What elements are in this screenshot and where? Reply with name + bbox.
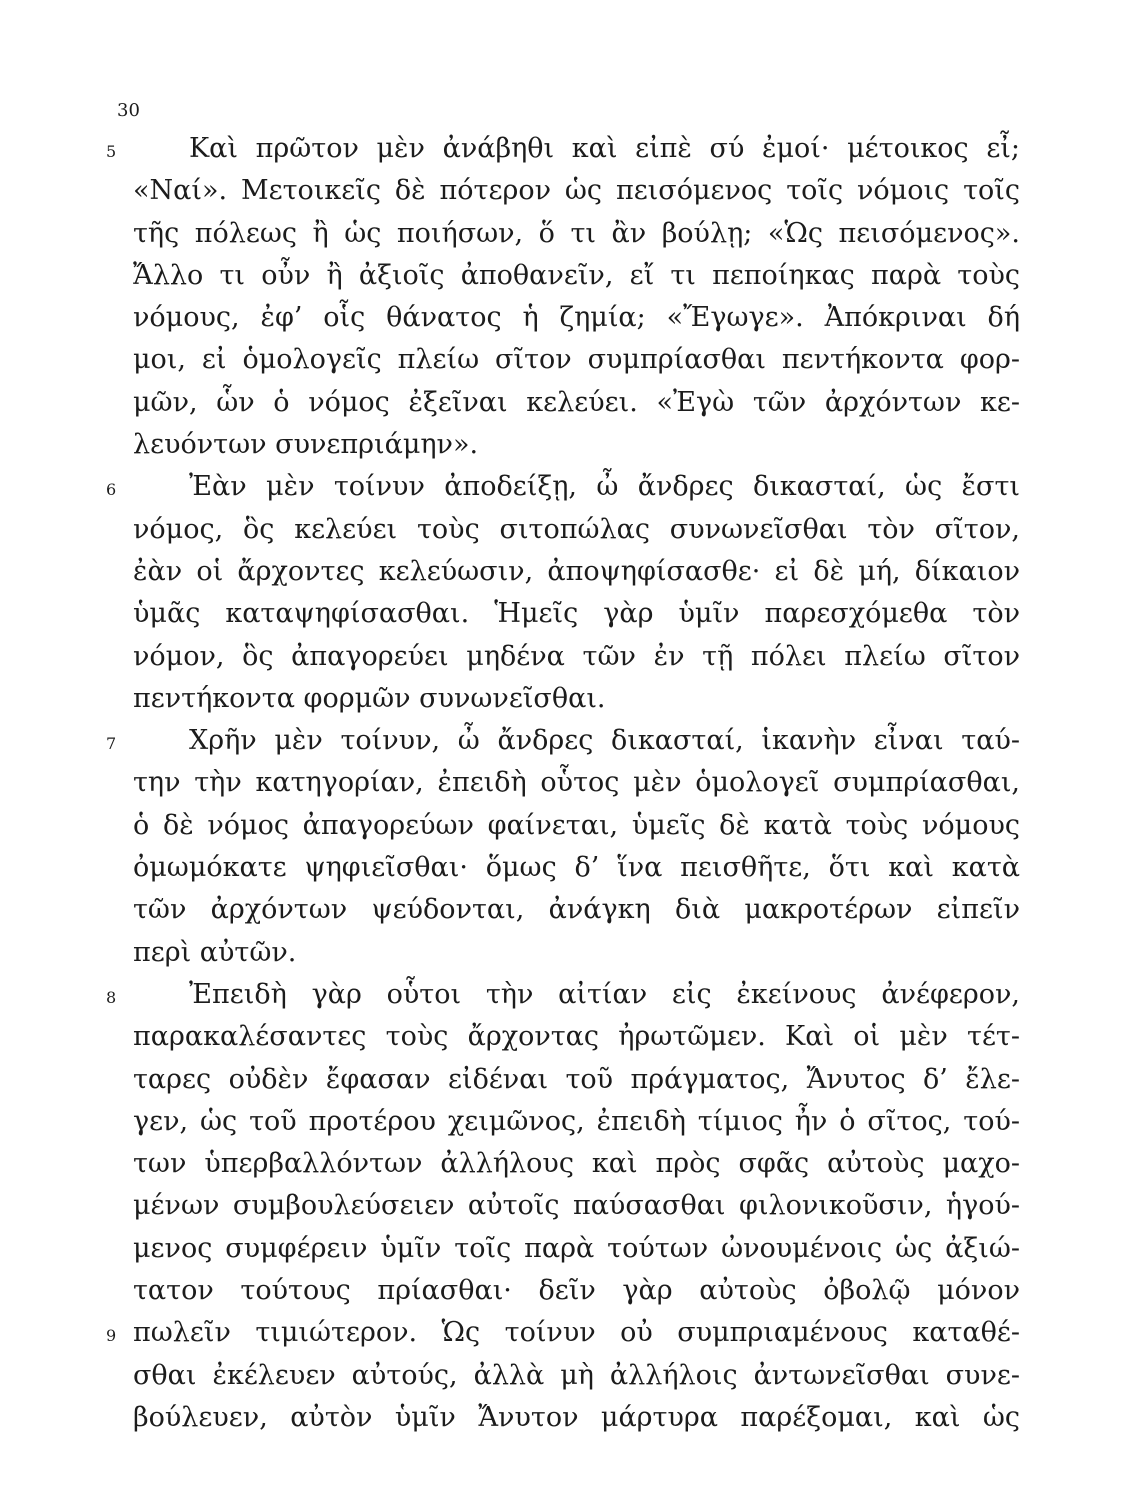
text-line: 9 πωλεῖν τιμιώτερον. Ὡς τοίνυν οὐ συμπριαμένους καταθέ-: [133, 1312, 1020, 1354]
section-number: 9: [106, 1326, 117, 1346]
text-line: πεντήκοντα φορμῶν συνωνεῖσθαι.: [133, 682, 606, 714]
text-line: ἐὰν οἱ ἄρχοντες κελεύωσιν, ἀποψηφίσασθε· εἰ δὲ μή, δίκαιον: [133, 555, 1020, 587]
text-line: τατον τούτους πρίασθαι· δεῖν γὰρ αὐτοὺς ὀβολῷ μόνον: [133, 1275, 1020, 1307]
text-line: λευόντων συνεπριάμην».: [133, 429, 479, 461]
text-line: 5 Καὶ πρῶτον μὲν ἀνάβηθι καὶ εἰπὲ σύ ἐμοί· μέτοικος εἶ;: [133, 128, 1020, 170]
section-number: 5: [106, 142, 117, 161]
text-line: βούλευεν, αὐτὸν ὑμῖν Ἄνυτον μάρτυρα παρέξομαι, καὶ ὡς: [133, 1401, 1020, 1433]
text-line: παρακαλέσαντες τοὺς ἄρχοντας ἠρωτῶμεν. Καὶ οἱ μὲν τέτ-: [133, 1021, 1020, 1053]
text-line: τῆς πόλεως ἢ ὡς ποιήσων, ὅ τι ἂν βούλῃ; «Ὡς πεισόμενος».: [133, 217, 1020, 249]
text-line: μένων συμβουλεύσειεν αὐτοῖς παύσασθαι φιλονικοῦσιν, ἡγού-: [133, 1190, 1020, 1222]
text-line: ὀμωμόκατε ψηφιεῖσθαι· ὅμως δ’ ἵνα πεισθῆτε, ὅτι καὶ κατὰ: [133, 852, 1020, 884]
text-line: ὑμᾶς καταψηφίσασθαι. Ἡμεῖς γὰρ ὑμῖν παρεσχόμεθα τὸν: [133, 598, 1020, 630]
text-line: μενος συμφέρειν ὑμῖν τοῖς παρὰ τούτων ὠνουμένοις ὡς ἀξιώ-: [133, 1232, 1020, 1264]
text-line: μῶν, ὧν ὁ νόμος ἐξεῖναι κελεύει. «Ἐγὼ τῶν ἀρχόντων κε-: [133, 386, 1020, 418]
text-line: των ὑπερβαλλόντων ἀλλήλους καὶ πρὸς σφᾶς αὐτοὺς μαχο-: [133, 1148, 1020, 1180]
section-number: 6: [106, 480, 117, 500]
text-line: 8 Ἐπειδὴ γὰρ οὗτοι τὴν αἰτίαν εἰς ἐκείνους ἀνέφερον,: [133, 974, 1020, 1016]
text-line: νόμον, ὃς ἀπαγορεύει μηδένα τῶν ἐν τῇ πόλει πλείω σῖτον: [133, 640, 1020, 672]
text-line: ταρες οὐδὲν ἔφασαν εἰδέναι τοῦ πράγματος, Ἄνυτος δ’ ἔλε-: [133, 1063, 1020, 1095]
text-line: 6 Ἐὰν μὲν τοίνυν ἀποδείξῃ, ὦ ἄνδρες δικασταί, ὡς ἔστι: [133, 466, 1020, 508]
section-number: 8: [106, 987, 117, 1007]
text-line: ὁ δὲ νόμος ἀπαγορεύων φαίνεται, ὑμεῖς δὲ κατὰ τοὺς νόμους: [133, 809, 1020, 841]
text-line: «Ναί». Μετοικεῖς δὲ πότερον ὡς πεισόμενος τοῖς νόμοις τοῖς: [133, 175, 1020, 207]
text-line: Ἄλλο τι οὖν ἢ ἀξιοῖς ἀποθανεῖν, εἴ τι πεποίηκας παρὰ τοὺς: [133, 259, 1020, 291]
text-line: τῶν ἀρχόντων ψεύδονται, ἀνάγκη διὰ μακροτέρων εἰπεῖν: [133, 894, 1020, 926]
section-number: 7: [106, 734, 117, 754]
text-line: 7 Χρῆν μὲν τοίνυν, ὦ ἄνδρες δικασταί, ἱκανὴν εἶναι ταύ-: [133, 720, 1020, 762]
text-line: νόμους, ἐφ’ οἷς θάνατος ἡ ζημία; «Ἔγωγε». Ἀπόκριναι δή: [133, 302, 1020, 334]
text-line: μοι, εἰ ὁμολογεῖς πλείω σῖτον συμπρίασθαι πεντήκοντα φορ-: [133, 344, 1020, 376]
text-line: την τὴν κατηγορίαν, ἐπειδὴ οὗτος μὲν ὁμολογεῖ συμπρίασθαι,: [133, 767, 1020, 799]
text-line: σθαι ἐκέλευεν αὐτούς, ἀλλὰ μὴ ἀλλήλοις ἀντωνεῖσθαι συνε-: [133, 1359, 1020, 1391]
text-line: νόμος, ὃς κελεύει τοὺς σιτοπώλας συνωνεῖσθαι τὸν σῖτον,: [133, 513, 1020, 545]
text-line: περὶ αὐτῶν.: [133, 936, 297, 968]
text-line: γεν, ὡς τοῦ προτέρου χειμῶνος, ἐπειδὴ τίμιος ἦν ὁ σῖτος, τού-: [133, 1105, 1020, 1137]
greek-text-body: [106, 128, 1020, 1439]
page-number: 30: [117, 100, 140, 121]
